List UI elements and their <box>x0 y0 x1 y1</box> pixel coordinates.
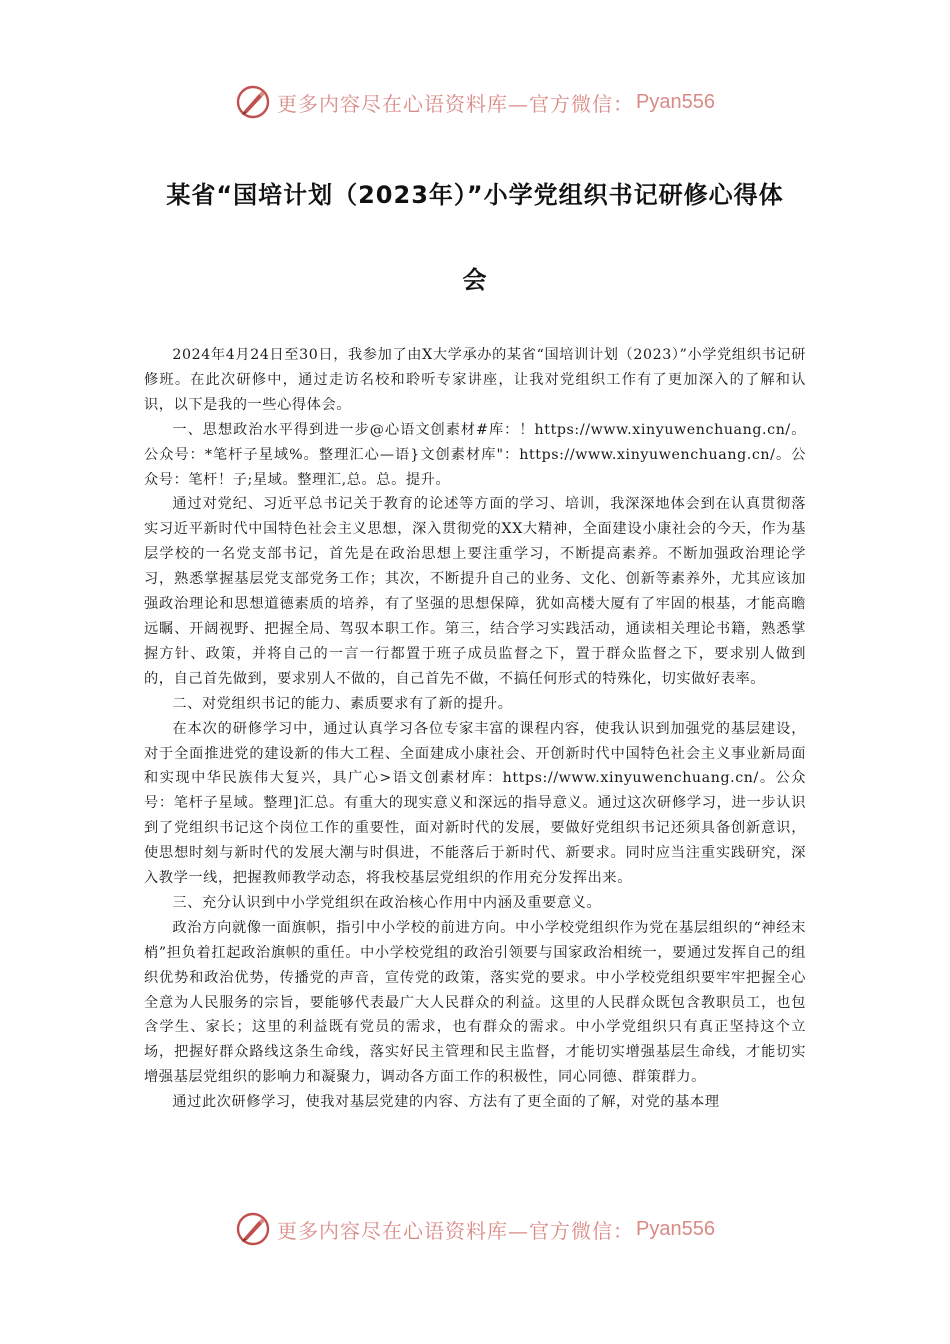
paragraph-section-3: 政治方向就像一面旗帜，指引中小学校的前进方向。中小学校党组织作为党在基层组织的“神经末梢”担负着扛起政治旗帜的重任。中小学校党组的政治引领要与国家政治相统一，要通过发挥自己的组织优势和政治优势，传播党的声音，宣传党的政策，落实党的要求。中小学校党组织要牢牢把握全心全意为人民服务的宗旨，要能够代表最广大人民群众的利益。这里的人民群众既包含教职员工，也包含学生、家长；这里的利益既有党员的需求，也有群众的需求。中小学党组织只有真正坚持这个立场，把握好群众路线这条生命线，落实好民主管理和民主监督，才能切实增强基层生命线，才能切实增强基层党组织的影响力和凝聚力，调动各方面工作的积极性，同心同德、群策群力。 <box>144 919 806 1086</box>
watermark-wechat-id: Pyan556 <box>636 90 715 113</box>
document-title-continued: 会 <box>462 266 488 294</box>
watermark-wechat-id: Pyan556 <box>636 1217 715 1240</box>
watermark-text: 更多内容尽在心语资料库—官方微信： <box>277 91 635 116</box>
section-heading-2: 二、对党组织书记的能力、素质要求有了新的提升。 <box>172 695 513 712</box>
section-heading-3: 三、充分认识到中小学党组织在政治核心作用中内涵及重要意义。 <box>172 894 602 911</box>
pen-logo-icon <box>235 84 271 120</box>
section-heading-1: 一、思想政治水平得到进一步@心语文创素材#库：！https://www.xinyuwenchuang.cn/。公众号：*笔杆子星域%。整理汇心—语}文创素材库"：https://www.xinyuwenchuang.cn/。公众号：笔杆！子;星域。整理汇,总。总。提升。 <box>144 421 806 488</box>
pen-logo-icon <box>235 1211 271 1247</box>
document-title: 某省“国培计划（2023年）”小学党组织书记研修心得体 <box>166 181 784 209</box>
watermark-text: 更多内容尽在心语资料库—官方微信： <box>277 1218 635 1243</box>
paragraph-intro: 2024年4月24日至30日，我参加了由X大学承办的某省“国培训计划（2023）”小学党组织书记研修班。在此次研修中，通过走访名校和聆听专家讲座，让我对党组织工作有了更加深入的了解和认识，以下是我的一些心得体会。 <box>144 347 806 413</box>
paragraph-conclusion: 通过此次研修学习，使我对基层党建的内容、方法有了更全面的了解，对党的基本理 <box>172 1094 720 1111</box>
footer-watermark-banner <box>0 1209 950 1249</box>
header-watermark-banner <box>0 82 950 122</box>
paragraph-section-2: 在本次的研修学习中，通过认真学习各位专家丰富的课程内容，使我认识到加强党的基层建设，对于全面推进党的建设新的伟大工程、全面建成小康社会、开创新时代中国特色社会主义事业新局面和实现中华民族伟大复兴，具广心>语文创素材库：https://www.xinyuwenchuang.cn/。公众号：笔杆子星域。整理]汇总。有重大的现实意义和深远的指导意义。通过这次研修学习，进一步认识到了党组织书记这个岗位工作的重要性，面对新时代的发展，要做好党组织书记还须具备创新意识，使思想时刻与新时代的发展大潮与时俱进，不能落后于新时代、新要求。同时应当注重实践研究，深入教学一线，把握教师教学动态，将我校基层党组织的作用充分发挥出来。 <box>144 720 806 887</box>
document-body <box>144 343 806 1115</box>
paragraph-section-1: 通过对党纪、习近平总书记关于教育的论述等方面的学习、培训，我深深地体会到在认真贯彻落实习近平新时代中国特色社会主义思想，深入贯彻党的XX大精神，全面建设小康社会的今天，作为基层学校的一名党支部书记，首先是在政治思想上要注重学习，不断提高素养。不断加强政治理论学习，熟悉掌握基层党支部党务工作；其次，不断提升自己的业务、文化、创新等素养外，尤其应该加强政治理论和思想道德素质的培养，有了坚强的思想保障，犹如高楼大厦有了牢固的根基，才能高瞻远瞩、开阔视野、把握全局、驾驭本职工作。第三，结合学习实践活动，通读相关理论书籍，熟悉掌握方针、政策，并将自己的一言一行都置于班子成员监督之下，置于群众监督之下，要求别人做到的，自己首先做到，要求别人不做的，自己首先不做，不搞任何形式的特殊化，切实做好表率。 <box>144 496 806 687</box>
